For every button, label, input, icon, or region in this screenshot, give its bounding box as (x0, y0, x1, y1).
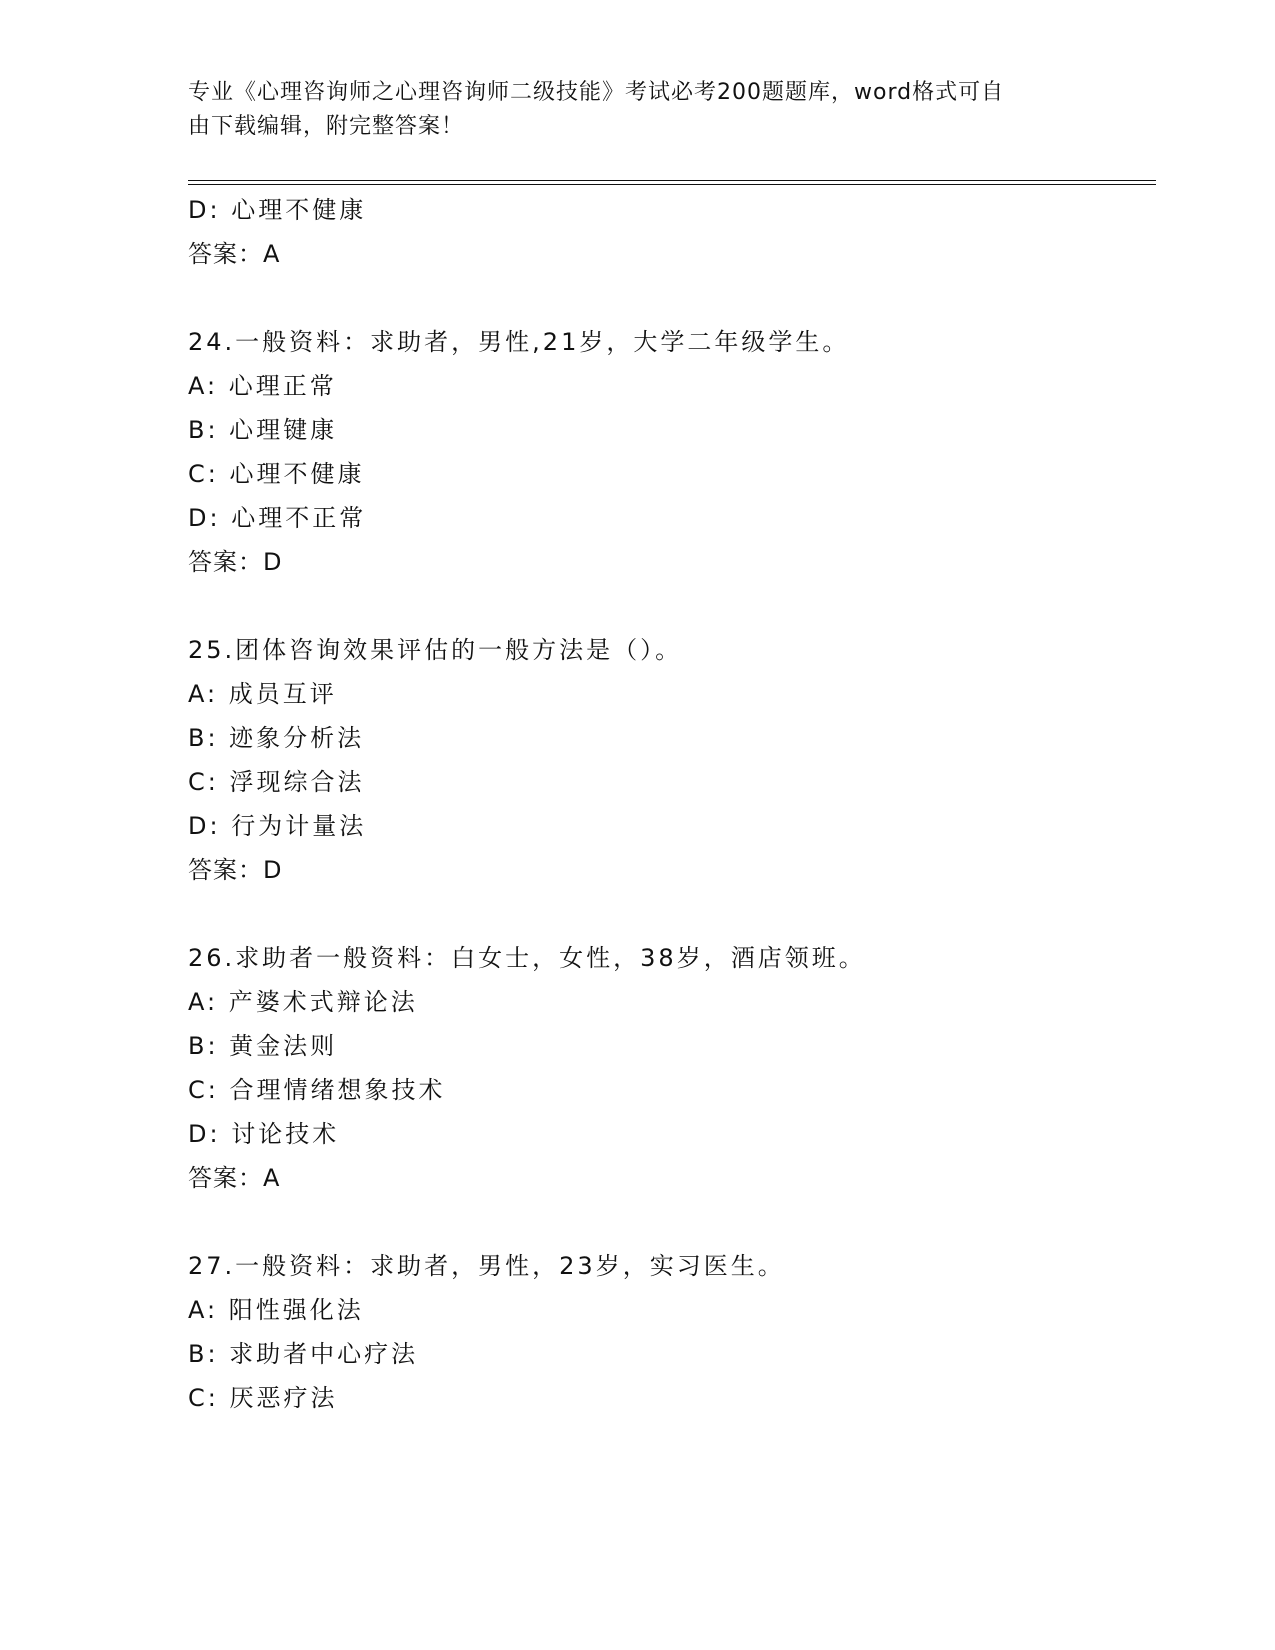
question-24-answer: 答案：D (188, 548, 283, 576)
question-25-option-d: D: 行为计量法 (188, 812, 367, 840)
option-d-prev-question: D: 心理不健康 (188, 196, 367, 224)
question-26-option-c: C: 合理情绪想象技术 (188, 1076, 446, 1104)
header-line-1: 专业《心理咨询师之心理咨询师二级技能》考试必考200题题库，word格式可自 (188, 80, 1005, 105)
question-25-option-b: B: 迹象分析法 (188, 724, 365, 752)
header-divider-top (188, 180, 1156, 181)
question-27-option-c: C: 厌恶疗法 (188, 1384, 338, 1412)
header-line-2: 由下载编辑，附完整答案！ (188, 114, 465, 139)
question-24-option-d: D: 心理不正常 (188, 504, 367, 532)
question-26: 26.求助者一般资料：白女士，女性，38岁，酒店领班。 (188, 944, 866, 972)
question-25-answer: 答案：D (188, 856, 283, 884)
question-24: 24.一般资料：求助者，男性,21岁，大学二年级学生。 (188, 328, 850, 356)
question-24-option-b: B: 心理键康 (188, 416, 338, 444)
question-27: 27.一般资料：求助者，男性，23岁，实习医生。 (188, 1252, 785, 1280)
question-24-option-c: C: 心理不健康 (188, 460, 365, 488)
question-25-option-c: C: 浮现综合法 (188, 768, 365, 796)
question-24-option-a: A: 心理正常 (188, 372, 337, 400)
question-27-option-a: A: 阳性强化法 (188, 1296, 364, 1324)
document-header (188, 76, 1068, 144)
question-27-option-b: B: 求助者中心疗法 (188, 1340, 419, 1368)
question-26-option-b: B: 黄金法则 (188, 1032, 338, 1060)
question-26-option-a: A: 产婆术式辩论法 (188, 988, 418, 1016)
question-25: 25.团体咨询效果评估的一般方法是（）。 (188, 636, 683, 664)
question-25-option-a: A: 成员互评 (188, 680, 337, 708)
answer-prev-question: 答案：A (188, 240, 281, 268)
question-26-answer: 答案：A (188, 1164, 281, 1192)
header-divider-bottom (188, 184, 1156, 185)
question-26-option-d: D: 讨论技术 (188, 1120, 340, 1148)
